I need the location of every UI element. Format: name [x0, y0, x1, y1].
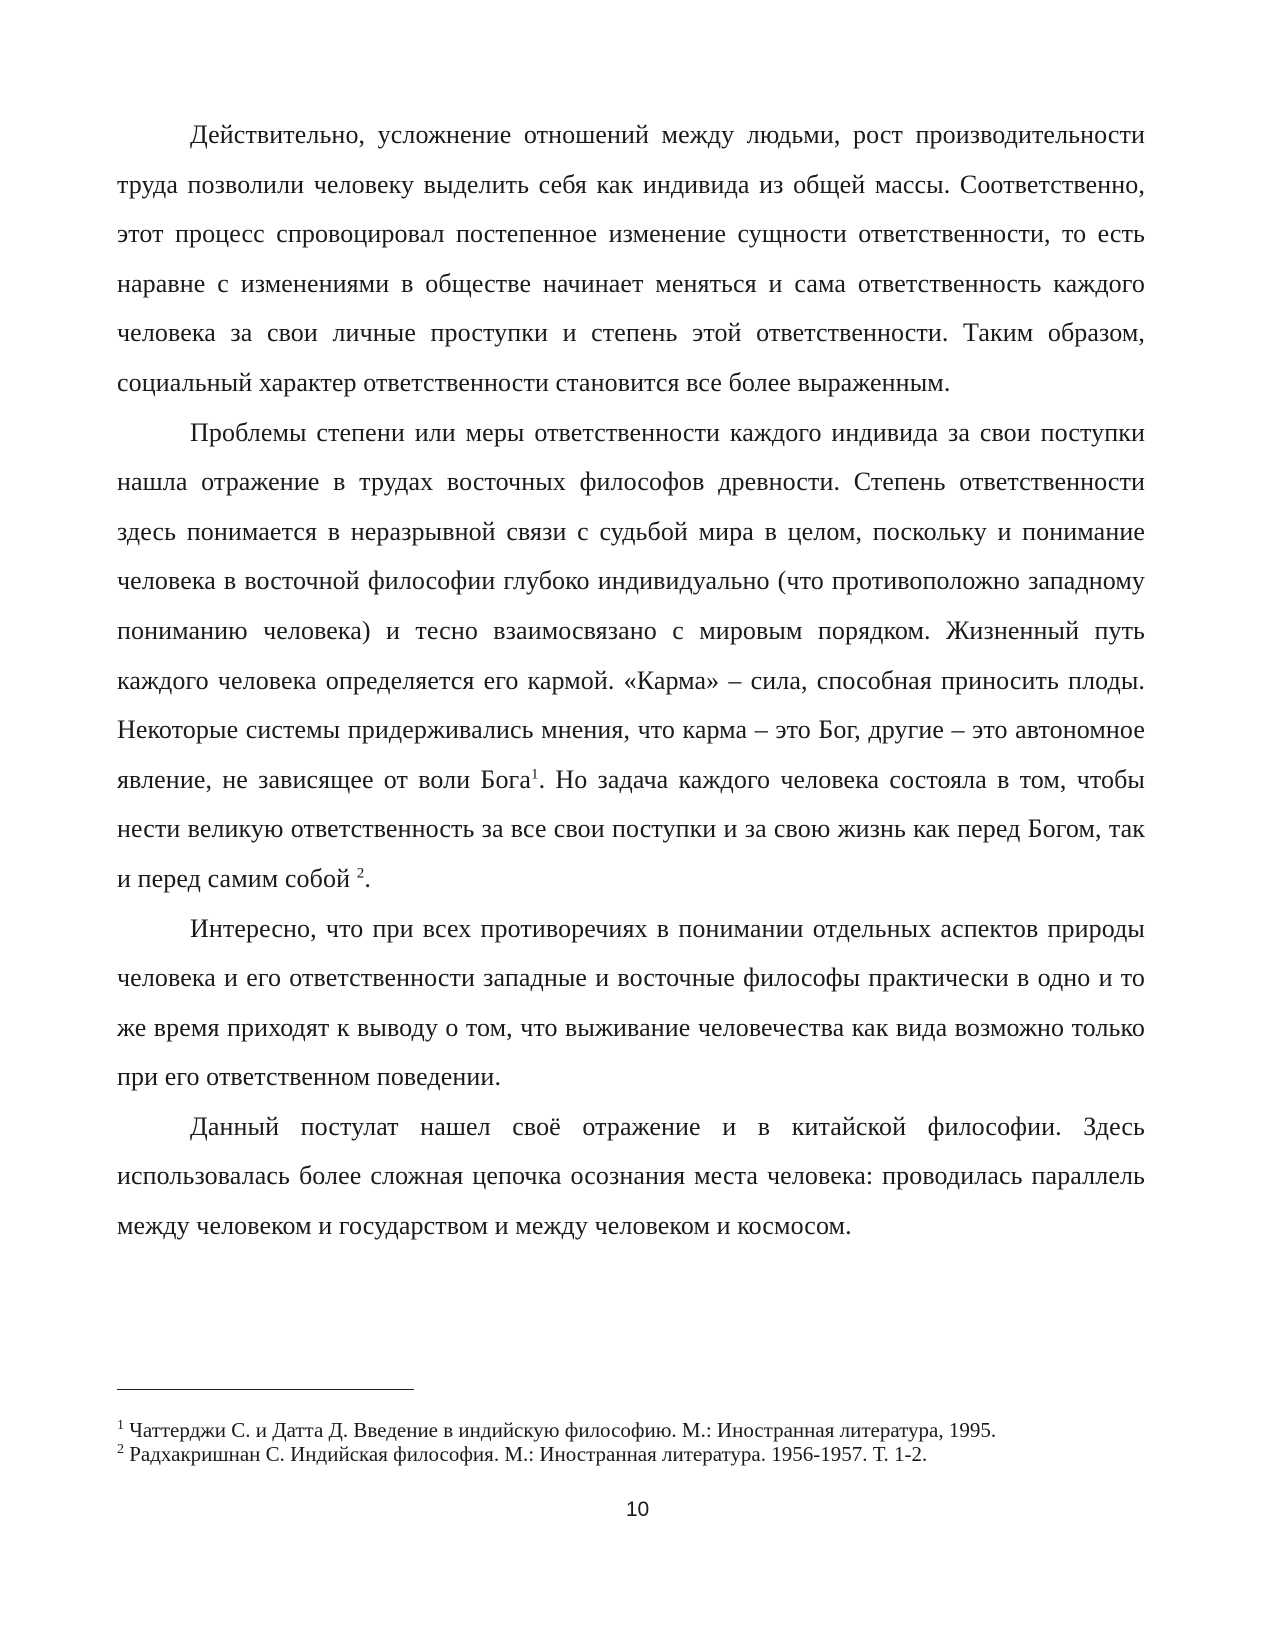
- footnote-1-number: 1: [117, 1418, 124, 1433]
- footnote-2-number: 2: [117, 1442, 124, 1457]
- footnote-1-text: Чаттерджи С. и Датта Д. Введение в индийскую философию. М.: Иностранная литература, 1995.: [129, 1418, 997, 1442]
- paragraph-1: Действительно, усложнение отношений между людьми, рост производительности труда позволили человеку выделить себя как индивида из общей массы. Соответственно, этот процесс спровоцировал постепенное изменение сущности ответственности, то есть наравне с изменениями в обществе начинает меняться и сама ответственность каждого человека за свои личные проступки и степень этой ответственности. Таким образом, социальный характер ответственности становится все более выраженным.: [117, 120, 1145, 397]
- footnote-ref-1[interactable]: 1: [530, 766, 539, 783]
- footnotes: [117, 1418, 1145, 1466]
- paragraph-2-text-a: Проблемы степени или меры ответственности каждого индивида за свои поступки нашла отражение в трудах восточных философов древности. Степень ответственности здесь понимается в неразрывной связи с судьбой мира в целом, поскольку и понимание человека в восточной философии глубоко индивидуально (что противоположно западному пониманию человека) и тесно взаимосвязано с мировым порядком. Жизненный путь каждого человека определяется его кармой. «Карма» – сила, способная приносить плоды. Некоторые системы придерживались мнения, что карма – это Бог, другие – это автономное явление, не зависящее от воли Бога: [117, 417, 1145, 794]
- footnote-2-text: Радхакришнан С. Индийская философия. М.: Иностранная литература. 1956-1957. Т. 1-2.: [129, 1442, 928, 1466]
- footnote-2: [117, 1442, 1145, 1466]
- footnote-1: [117, 1418, 1145, 1442]
- page-number: 10: [625, 1498, 650, 1521]
- main-text: [117, 110, 1145, 1251]
- paragraph-2: [117, 408, 1145, 904]
- paragraph-2-text-b: . Но задача каждого человека состояла в том, чтобы нести великую ответственность за все свои поступки и за свою жизнь как перед Богом, так и перед самим собой: [117, 764, 1145, 893]
- paragraph-2-text-c: .: [364, 863, 371, 893]
- footnote-separator: [117, 1389, 414, 1390]
- paragraph-4: Данный постулат нашел своё отражение и в китайской философии. Здесь использовалась более сложная цепочка осознания места человека: проводилась параллель между человеком и государством и между человеком и космосом.: [117, 1111, 1145, 1241]
- footnote-ref-2[interactable]: 2: [356, 865, 365, 882]
- paragraph-3: Интересно, что при всех противоречиях в понимании отдельных аспектов природы человека и его ответственности западные и восточные философы практически в одно и то же время приходят к выводу о том, что выживание человечества как вида возможно только при его ответственном поведении.: [117, 913, 1145, 1092]
